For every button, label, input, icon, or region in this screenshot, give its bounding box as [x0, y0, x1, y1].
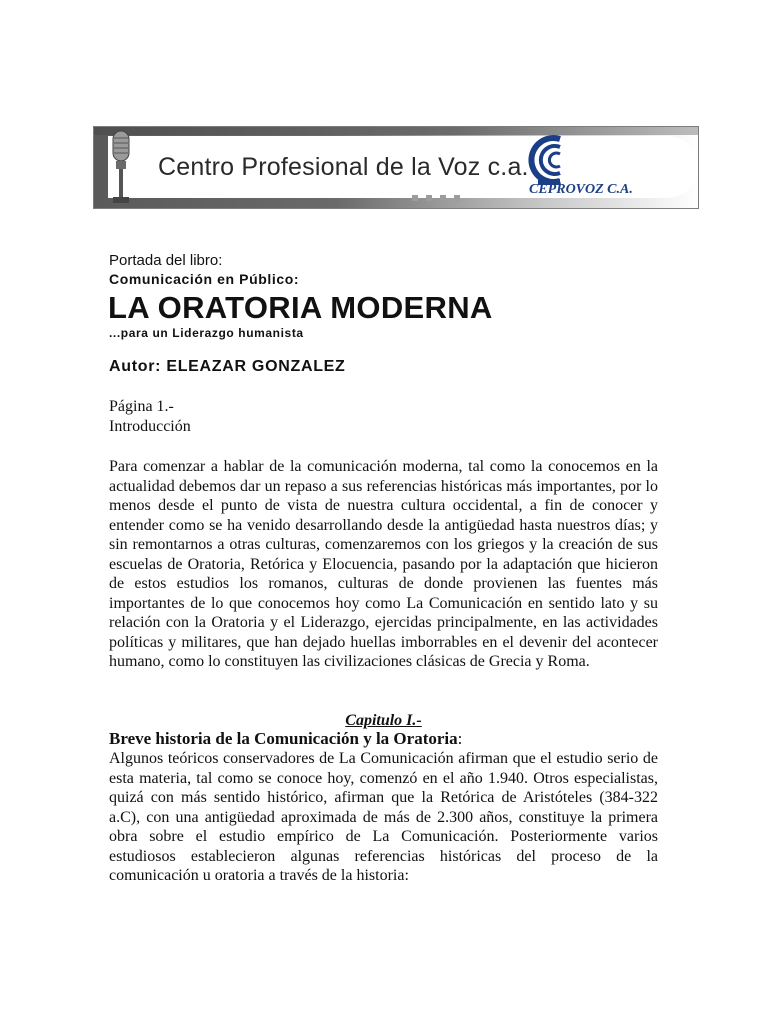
- chapter-label: Capitulo I.-: [345, 712, 422, 729]
- book-title: LA ORATORIA MODERNA: [108, 290, 493, 325]
- banner-dot: [412, 195, 418, 201]
- banner-top-stripe: [94, 127, 699, 135]
- microphone-icon: [104, 129, 138, 207]
- chapter-heading-text: Breve historia de la Comunicación y la Oratoria: [109, 729, 458, 748]
- book-tagline: ...para un Liderazgo humanista: [109, 326, 304, 340]
- banner-dots: [412, 195, 460, 201]
- cover-label: Portada del libro:: [109, 252, 223, 269]
- banner-title: Centro Profesional de la Voz c.a.: [158, 153, 529, 181]
- chapter-heading-colon: :: [457, 729, 463, 748]
- chapter-heading: [109, 729, 462, 749]
- logo-text: CEPROVOZ C.A.: [529, 182, 633, 197]
- page-number: Página 1.-: [109, 398, 174, 415]
- chapter-paragraph: Algunos teóricos conservadores de La Comunicación afirman que el estudio serio de esta materia, tal como se conoce hoy, comenzó en el año 1.940. Otros especialistas, quizá con más sentido histórico, afirman que la Retórica de Aristóteles (384-322 a.C), con una antigüedad aproximada de más de 2.300 años, constituye la primera obra sobre el estudio empírico de La Comunicación. Posteriormente varios estudiosos establecieron algunas referencias históricas del proceso de la comunicación u oratoria a través de la historia:: [109, 750, 658, 884]
- section-title: Introducción: [109, 417, 191, 435]
- header-banner: [93, 126, 699, 209]
- page-header: [109, 397, 191, 436]
- banner-dot: [426, 195, 432, 201]
- banner-dot: [454, 195, 460, 201]
- book-subtitle: Comunicación en Público:: [109, 271, 300, 287]
- intro-paragraph: Para comenzar a hablar de la comunicación moderna, tal como la conocemos en la actualidad debemos dar un repaso a sus referencias históricas más importantes, por lo menos desde el punto de vista de nuestra cultura occidental, a fin de conocer y entender como se ha venido desarrollando desde la antigüedad hasta nuestros días; y sin remontarnos a otras culturas, comenzaremos con los griegos y la creación de sus escuelas de Oratoria, Retórica y Elocuencia, pasando por la adaptación que hicieron de estos estudios los romanos, culturas de donde provienen las fuentes más importantes de lo que conocemos hoy como La Comunicación en sentido lato y su relación con la Oratoria y el Liderazgo, ejercidas principalmente, en las actividades políticas y militares, que han dejado huellas imborrables en el devenir del acontecer humano, como lo constituyen las civilizaciones clásicas de Grecia y Roma.: [109, 458, 658, 670]
- book-author: Autor: ELEAZAR GONZALEZ: [109, 358, 346, 375]
- banner-dot: [440, 195, 446, 201]
